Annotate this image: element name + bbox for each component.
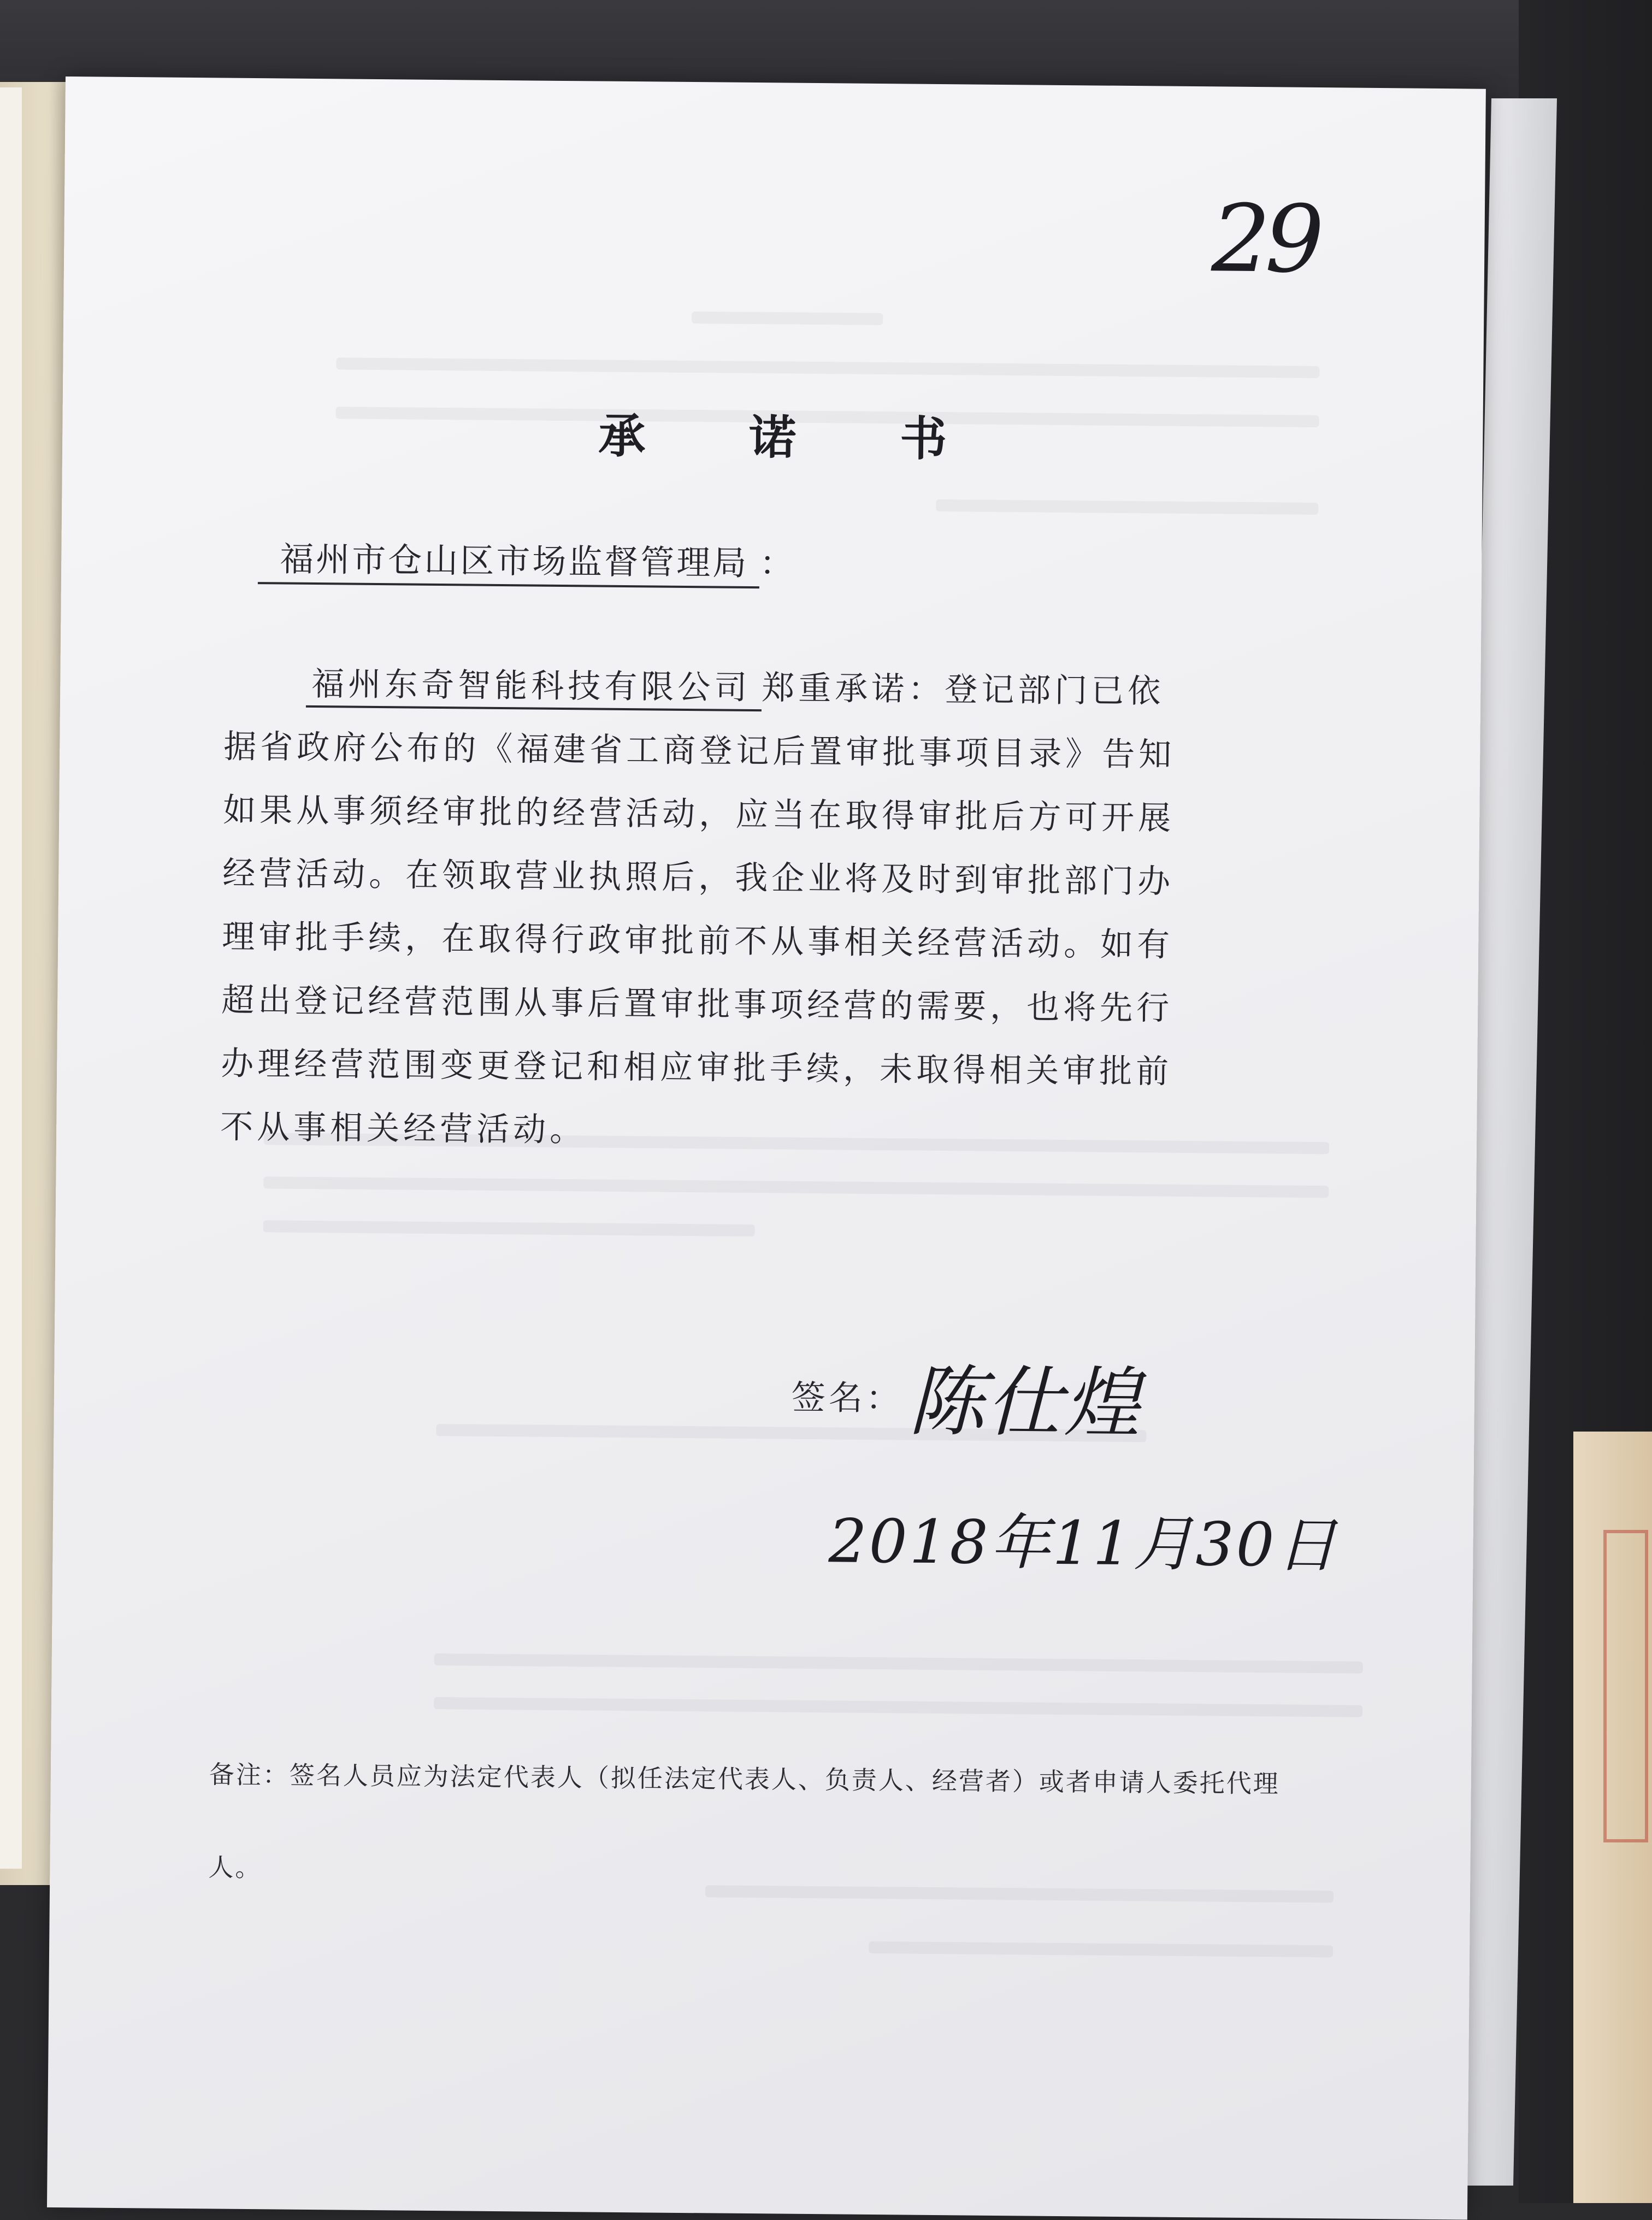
note-line: 人。 bbox=[208, 1852, 262, 1883]
body-line: 理审批手续，在取得行政审批前不从事相关经营活动。如有 bbox=[221, 917, 1174, 964]
company-name: 福州东奇智能科技有限公司 bbox=[306, 665, 762, 711]
handwritten-date: 2018年11月30日 bbox=[828, 1506, 1340, 1581]
show-through-text bbox=[692, 311, 883, 325]
folder-inner-paper bbox=[0, 87, 22, 1869]
signature-glyph bbox=[908, 1341, 1142, 1453]
body-line: 办理经营范围变更登记和相应审批手续，未取得相关审批前 bbox=[220, 1044, 1173, 1091]
handwritten-page-number: 29 bbox=[1211, 185, 1319, 295]
body-line: 经营活动。在领取营业执照后，我企业将及时到审批部门办 bbox=[222, 854, 1175, 901]
handwritten-signature: 陈仕煌 bbox=[908, 1357, 1142, 1449]
show-through-text bbox=[936, 499, 1318, 515]
show-through-text bbox=[434, 1653, 1363, 1674]
show-through-text bbox=[263, 1176, 1329, 1198]
show-through-text bbox=[869, 1941, 1333, 1957]
body-line-text: 郑重承诺：登记部门已依 bbox=[761, 669, 1165, 711]
signature-row bbox=[791, 1340, 1142, 1449]
document-sheet bbox=[47, 76, 1486, 2220]
body-line: 超出登记经营范围从事后置审批事项经营的需要，也将先行 bbox=[221, 981, 1173, 1028]
show-through-text bbox=[336, 357, 1319, 378]
body-line: 据省政府公布的《福建省工商登记后置审批事项目录》告知 bbox=[223, 727, 1176, 774]
box-marking bbox=[1603, 1530, 1648, 1842]
addressee-line bbox=[258, 532, 796, 585]
body-line: 不从事相关经营活动。 bbox=[220, 1108, 587, 1150]
page-title: 承 诺 书 bbox=[598, 409, 991, 467]
note-line: 备注：签名人员应为法定代表人（拟任法定代表人、负责人、经营者）或者申请人委托代理 bbox=[209, 1759, 1281, 1799]
body-line: 如果从事须经审批的经营活动，应当在取得审批后方可开展 bbox=[222, 791, 1175, 838]
commitment-body bbox=[220, 652, 1377, 1169]
show-through-text bbox=[434, 1697, 1362, 1717]
addressee-name: 福州市仓山区市场监督管理局 bbox=[258, 539, 760, 588]
signature-label: 签名： bbox=[791, 1377, 904, 1418]
show-through-text bbox=[263, 1220, 755, 1236]
body-line bbox=[224, 652, 1377, 725]
note-block bbox=[208, 1728, 1412, 1924]
addressee-suffix: ： bbox=[759, 543, 796, 584]
